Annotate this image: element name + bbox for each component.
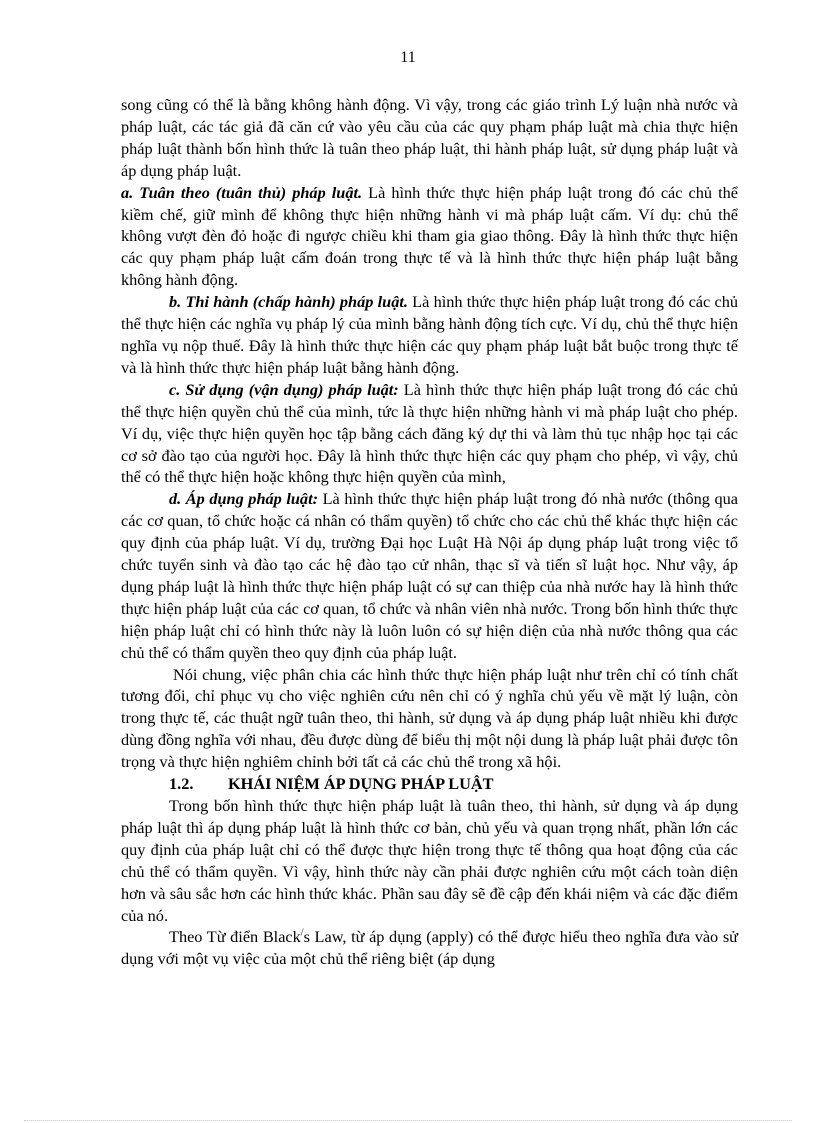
term-c: c. Sử dụng (vận dụng) pháp luật: — [169, 379, 399, 399]
paragraph-b — [121, 291, 738, 379]
section-heading — [121, 773, 738, 795]
page-bottom-divider — [24, 1120, 792, 1121]
text-a: Là hình thức thực hiện pháp luật trong đó các chủ thể kiềm chế, giữ mình để không thực hiện những hành vi mà pháp luật cấm. Ví dụ: chủ thể không vượt đèn đỏ hoặc đi ngược chiều khi tham gia giao thông. Đây là hình thức thực hiện các quy phạm pháp luật cấm đoán trong thực tế và là hình thức thực hiện pháp luật bằng không hành động. — [121, 182, 738, 290]
paragraph-intro: song cũng có thể là bằng không hành động. Vì vậy, trong các giáo trình Lý luận nhà nước và pháp luật, các tác giả đã căn cứ vào yêu cầu của các quy phạm pháp luật mà chia thực hiện pháp luật thành bốn hình thức là tuân theo pháp luật, thi hành pháp luật, sử dụng pháp luật và áp dụng pháp luật. — [121, 95, 738, 180]
section-number: 1.2. — [169, 774, 194, 794]
term-a: a. Tuân theo (tuân thủ) pháp luật. — [121, 182, 363, 202]
paragraph-a — [121, 182, 738, 292]
paragraph-d — [121, 488, 738, 663]
text-d: Là hình thức thực hiện pháp luật trong đó nhà nước (thông qua các cơ quan, tổ chức hoặc cá nhân có thẩm quyền) tổ chức cho các chủ thể khác thực hiện các quy định của pháp luật. Ví dụ, trường Đại học Luật Hà Nội áp dụng pháp luật trong việc tổ chức tuyển sinh và đào tạo các hệ đào tạo cử nhân, thạc sĩ và tiến sĩ luật học. Như vậy, áp dụng pháp luật là hình thức thực hiện pháp luật có sự can thiệp của nhà nước hay là hình thức thực hiện pháp luật của các cơ quan, tổ chức và nhân viên nhà nước. Trong bốn hình thức thực hiện pháp luật chỉ có hình thức này là luôn luôn có sự hiện diện của nhà nước thông qua các chủ thể có thẩm quyền theo quy định của pháp luật. — [121, 489, 738, 662]
text-section-2-rest: s Law, từ áp dụng (apply) có thể được hiểu theo nghĩa đưa vào sử dụng với một vụ việc của một chủ thể riêng biệt (áp dụng — [121, 927, 738, 969]
section-title: KHÁI NIỆM ÁP DỤNG PHÁP LUẬT — [228, 774, 494, 794]
text-section-2-start: Theo Từ điển Black — [169, 927, 301, 947]
page-number: 11 — [400, 49, 416, 66]
document-body — [121, 94, 738, 970]
text-c: Là hình thức thực hiện pháp luật trong đó các chủ thể thực hiện quyền chủ thể của mình, tức là thực hiện những hành vi mà pháp luật cho phép. Ví dụ, việc thực hiện quyền học tập bằng cách đăng ký dự thi và làm thủ tục nhập học tại các cơ sở đào tạo của người học. Đây là hình thức thực hiện các quy phạm cho phép, vì vậy, chủ thể có thể thực hiện hoặc không thực hiện quyền của mình, — [121, 379, 739, 487]
text-b: Là hình thức thực hiện pháp luật trong đó các chủ thể thực hiện các nghĩa vụ pháp lý của mình bằng hành động tích cực. Ví dụ, chủ thể thực hiện nghĩa vụ nộp thuế. Đây là hình thức thực hiện các quy phạm pháp luật bắt buộc trong thực tế và là hình thức thực hiện pháp luật bằng hành động. — [121, 292, 739, 377]
paragraph-c — [121, 379, 738, 489]
paragraph-section-1: Trong bốn hình thức thực hiện pháp luật là tuân theo, thi hành, sử dụng và áp dụng pháp luật thì áp dụng pháp luật là hình thức cơ bản, chủ yếu và quan trọng nhất, phần lớn các quy định của pháp luật chỉ có thể được thực hiện trong thực tế thông qua hoạt động của các chủ thể có thẩm quyền. Vì vậy, hình thức này cần phải được nghiên cứu một cách toàn diện hơn và sâu sắc hơn các hình thức khác. Phần sau đây sẽ đề cập đến khái niệm và các đặc điểm của nó. — [121, 796, 738, 925]
paragraph-section-2 — [121, 926, 738, 970]
term-d: d. Áp dụng pháp luật: — [169, 489, 319, 509]
superscript-mark: / — [300, 928, 304, 940]
paragraph-summary: Nói chung, việc phân chia các hình thức thực hiện pháp luật như trên chỉ có tính chất tương đối, chỉ phục vụ cho việc nghiên cứu nên chỉ có ý nghĩa chủ yếu về mặt lý luận, còn trong thực tế, các thuật ngữ tuân theo, thi hành, sử dụng và áp dụng pháp luật nhiều khi được dùng đồng nghĩa với nhau, đều được dùng để biểu thị một nội dung là pháp luật phải được tôn trọng và thực hiện nghiêm chỉnh bởi tất cả các chủ thể trong xã hội. — [121, 664, 738, 772]
term-b: b. Thi hành (chấp hành) pháp luật. — [169, 292, 408, 312]
